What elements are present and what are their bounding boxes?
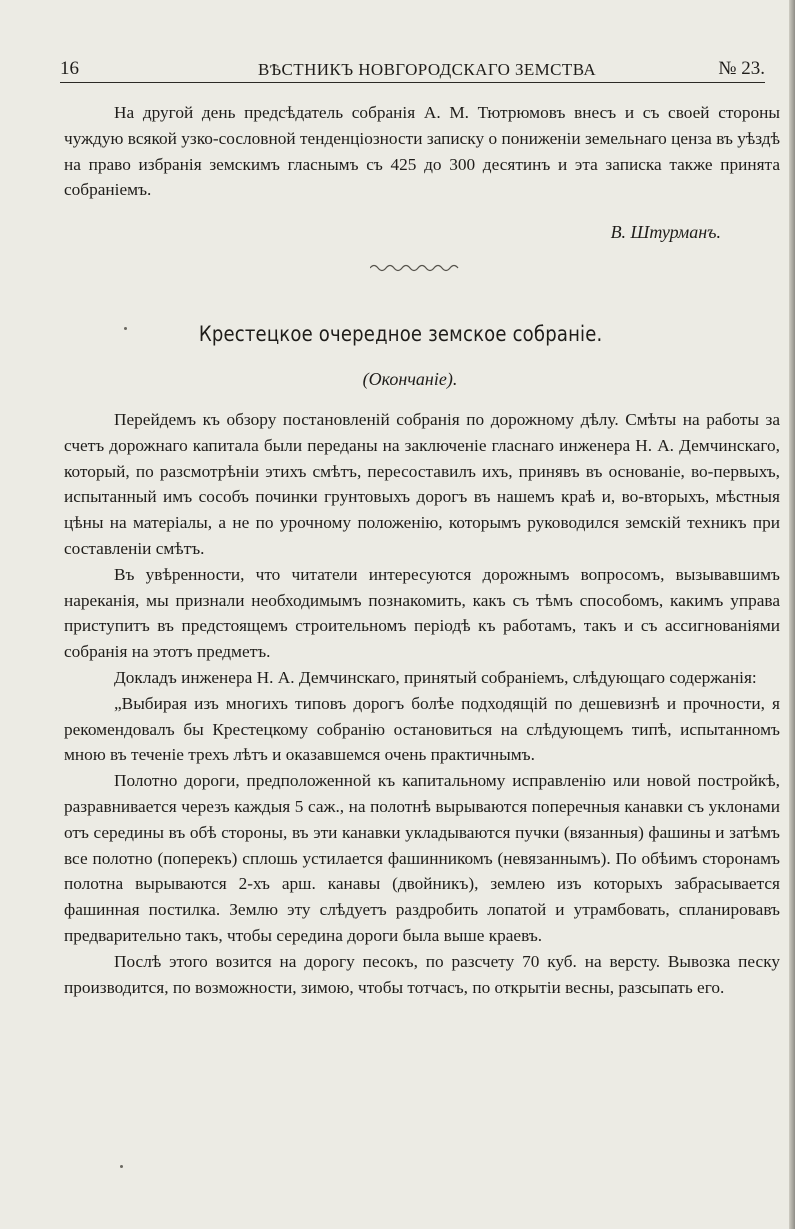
author-signature: В. Штурманъ.: [610, 222, 721, 242]
paper-speck: [124, 327, 127, 330]
header-rule: [60, 82, 765, 83]
previous-article-ending: [64, 100, 780, 203]
paper-speck: [120, 1165, 123, 1168]
running-header: [60, 58, 765, 84]
page-edge-shadow: [789, 0, 795, 1229]
paragraph-1: Перейдемъ къ обзору постановленій собранія по дорожному дѣлу. Смѣты на работы за счетъ дорожнаго капитала были переданы на заключеніе гласнаго инженера Н. А. Демчинскаго, который, по разсмотрѣніи этихъ смѣтъ, пересоставилъ ихъ, принявъ въ основаніе, во-первыхъ, испытанный имъ сособъ починки грунтовыхъ дорогъ въ нашемъ краѣ и, во-вторыхъ, мѣстныя цѣны на матеріалы, а не по урочному положенію, которымъ руководился земскій техникъ при составленіи смѣтъ.: [64, 410, 780, 558]
paragraph-2: Въ увѣренности, что читатели интересуются дорожнымъ вопросомъ, вызывавшимъ нареканія, мы признали необходимымъ познакомить, какъ съ тѣмъ способомъ, какимъ управа приступитъ въ предстоящемъ строительномъ періодѣ къ работамъ, такъ и съ ассигнованіями собранія на этотъ предметъ.: [64, 564, 780, 662]
article-title: Крестецкое очередное земское собраніе.: [198, 322, 603, 346]
closing-paragraph: На другой день предсѣдатель собранія А. М. Тютрюмовъ внесъ и съ своей стороны чуждую всякой узко-сословной тенденціозности записку о пониженіи земельнаго ценза въ уѣздѣ на право избранія земскимъ гласнымъ съ 425 до 300 десятинъ и эта записка также принята собраніемъ.: [64, 103, 780, 200]
section-divider-ornament: [370, 259, 462, 273]
report-quote-paragraph: „Выбирая изъ многихъ типовъ дорогъ болѣе подходящій по дешевизнѣ и прочности, я рекомендовалъ бы Крестецкому собранію остановиться на слѣдующемъ типѣ, испытанномъ мною въ теченіе трехъ лѣтъ и оказавшемся очень практичнымъ.: [64, 693, 780, 765]
journal-title: ВѢСТНИКЪ НОВГОРОДСКАГО ЗЕМСТВА: [258, 60, 597, 79]
article-subtitle: (Окончаніе).: [362, 369, 458, 389]
page-number: 16: [60, 58, 79, 79]
article-body: [64, 407, 780, 1000]
issue-number: № 23.: [718, 58, 765, 79]
paragraph-3: Докладъ инженера Н. А. Демчинскаго, принятый собраніемъ, слѣдующаго содержанія:: [114, 667, 757, 687]
paragraph-6: Послѣ этого возится на дорогу песокъ, по разсчету 70 куб. на версту. Вывозка песку производится, по возможности, зимою, чтобы тотчасъ, по открытіи весны, разсыпать его.: [64, 951, 780, 997]
paragraph-5: Полотно дороги, предположенной къ капитальному исправленію или новой постройкѣ, разравнивается черезъ каждыя 5 саж., на полотнѣ вырываются поперечныя канавки съ уклонами отъ середины въ обѣ стороны, въ эти канавки укладываются пучки (вязанныя) фашины и затѣмъ все полотно (поперекъ) сплошь устилается фашинникомъ (невязаннымъ). По обѣимъ сторонамъ полотна вырываются 2-хъ арш. канавы (двойникъ), землею изъ которыхъ забрасывается фашинная постилка. Землю эту слѣдуетъ раздробить лопатой и утрамбовать, спланировавъ предварительно такъ, чтобы середина дороги была выше краевъ.: [64, 771, 780, 945]
